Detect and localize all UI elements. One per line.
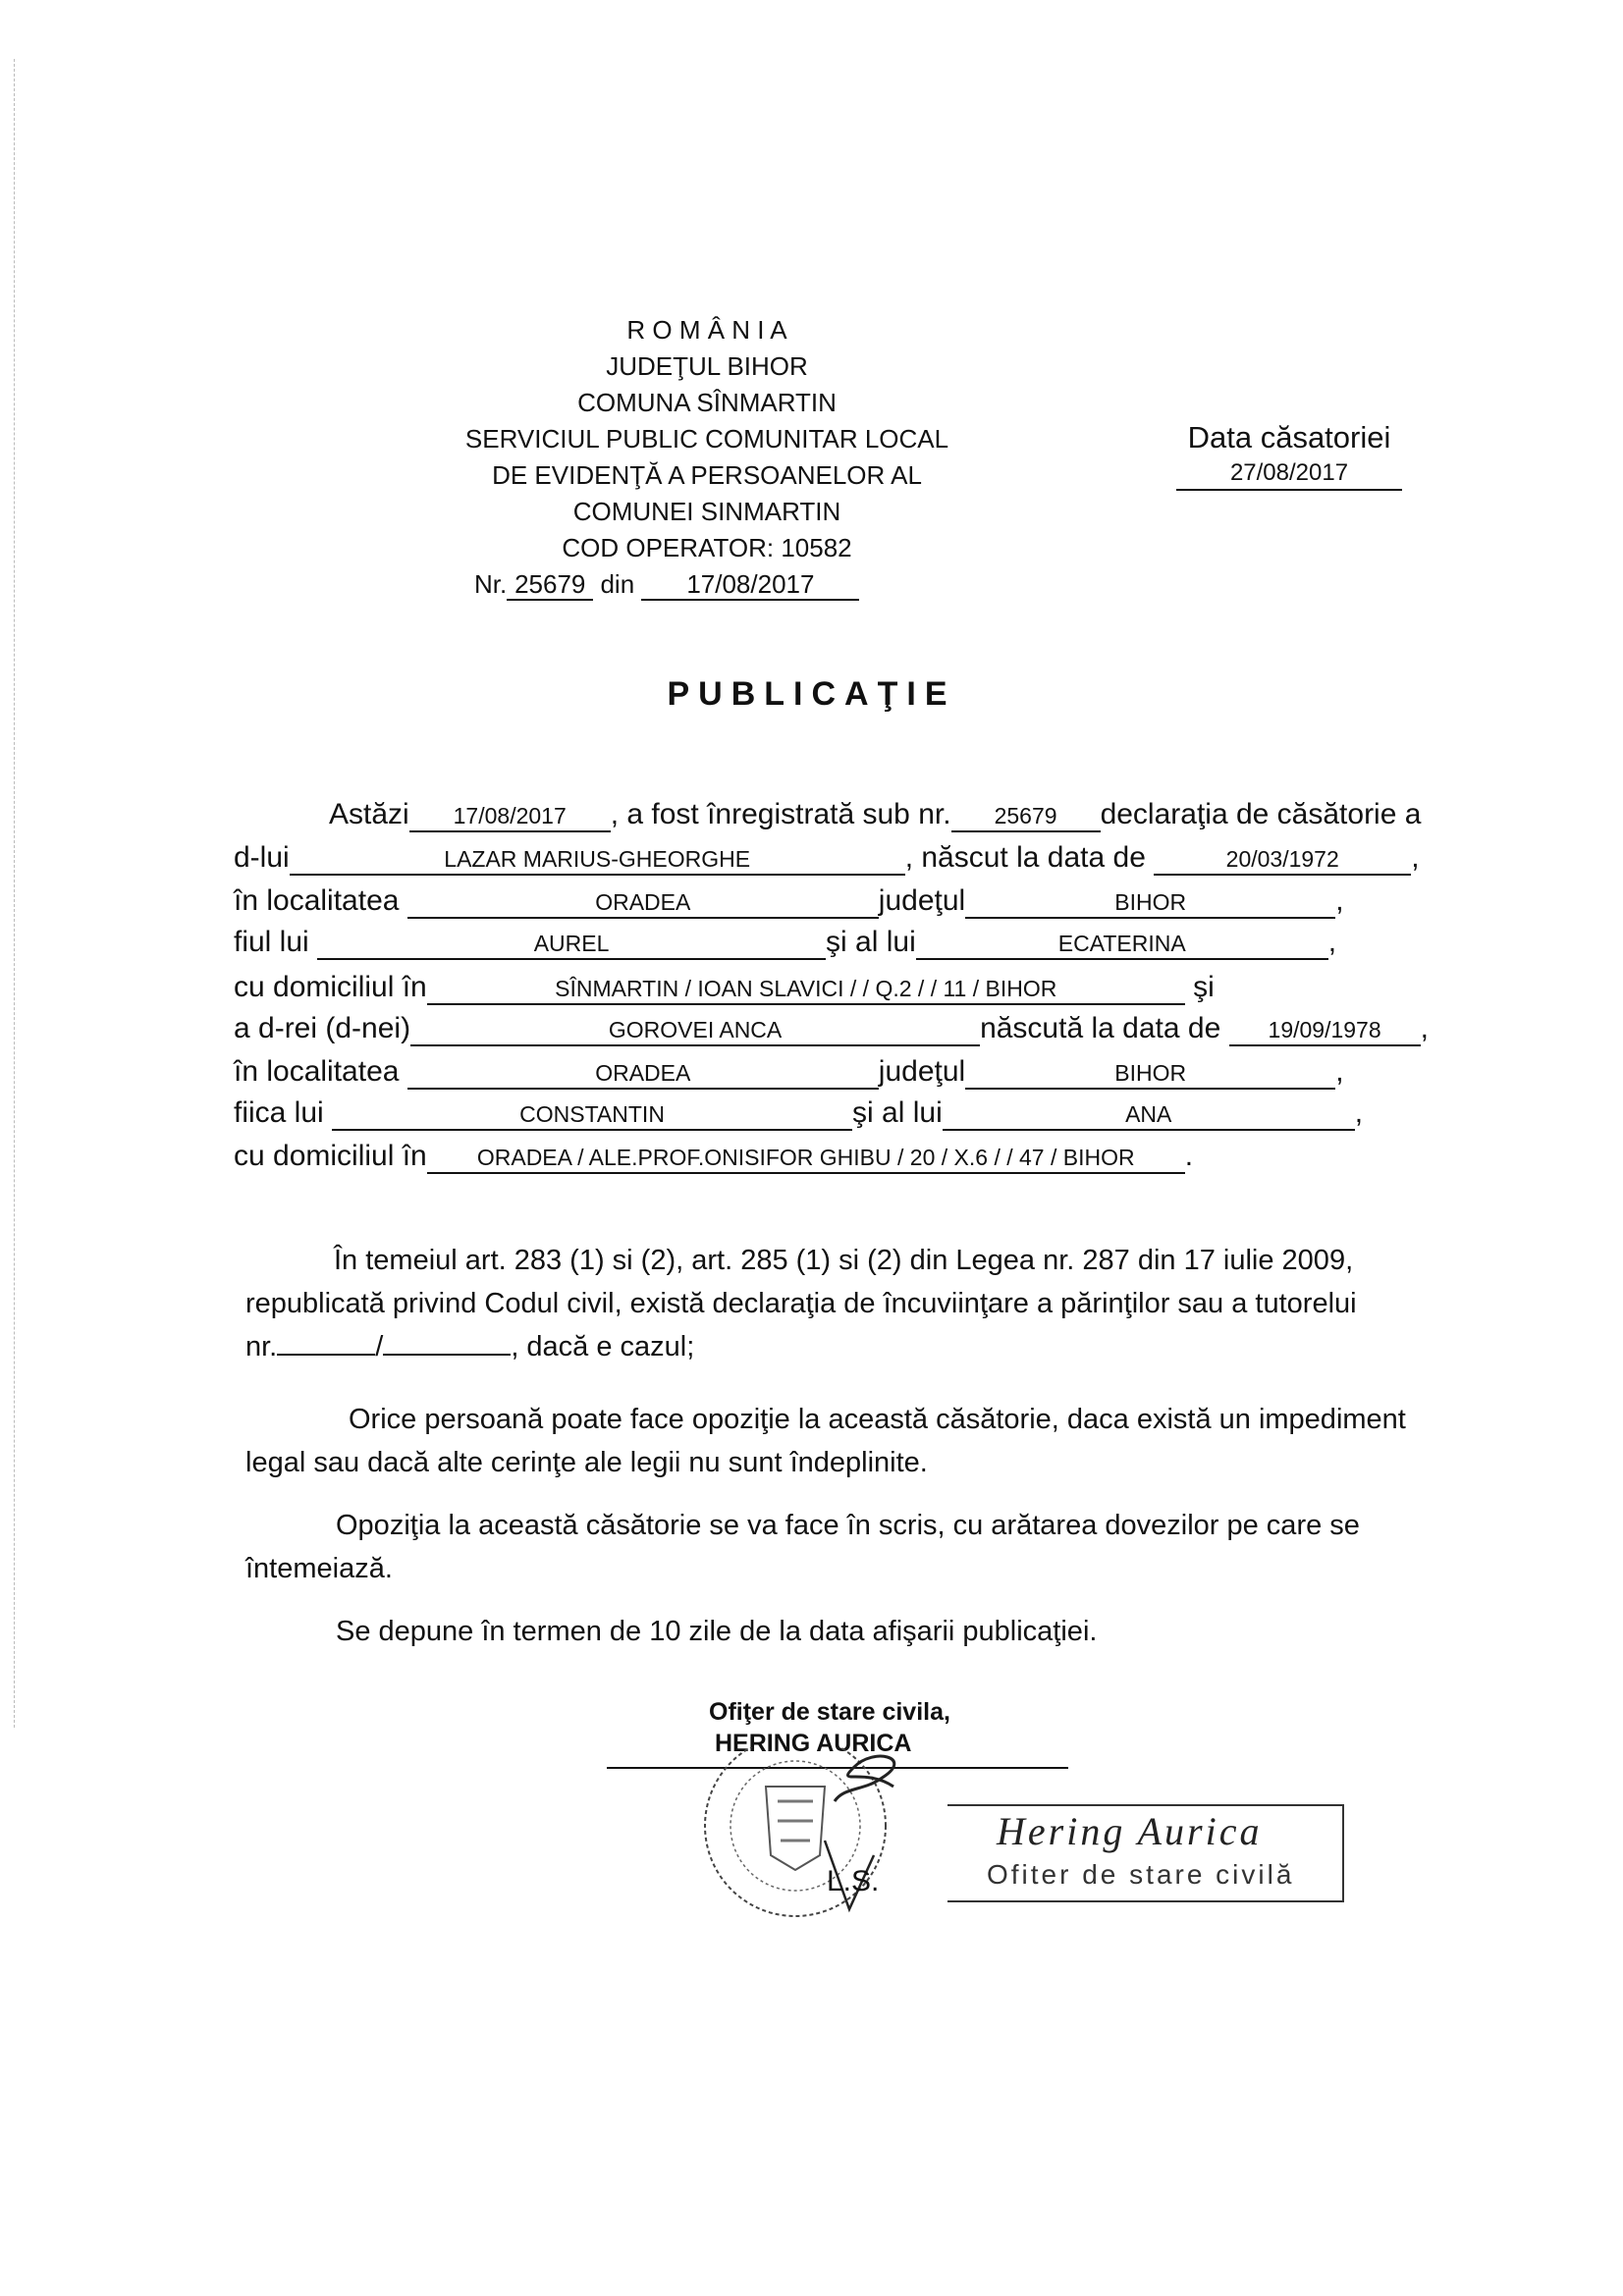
- bride-locality-value: ORADEA: [407, 1058, 879, 1090]
- declaration-label: declaraţia de căsătorie a: [1100, 798, 1422, 830]
- header-line: COMUNEI SINMARTIN: [572, 497, 841, 526]
- nr-value: 25679: [507, 569, 593, 601]
- form-row-bride-parents: [234, 1095, 1363, 1131]
- county-label: judeţul: [878, 884, 966, 917]
- groom-birth-value: 20/03/1972: [1154, 844, 1411, 876]
- consent-nr-label: nr.: [245, 1331, 278, 1362]
- bride-address-value: ORADEA / ALE.PROF.ONISIFOR GHIBU / 20 / X.6 / / 47 / BIHOR: [427, 1143, 1185, 1174]
- groom-father-value: AUREL: [317, 929, 826, 960]
- groom-address-value: SÎNMARTIN / IOAN SLAVICI / / Q.2 / / 11 / BIHOR: [427, 974, 1185, 1005]
- and-label: şi: [1193, 971, 1215, 1003]
- astazi-label: Astăzi: [329, 798, 409, 830]
- stamp-name: Hering Aurica: [997, 1809, 1263, 1853]
- groom-mother-value: ECATERINA: [916, 929, 1328, 960]
- consent-end-text: , dacă e cazul;: [511, 1331, 695, 1362]
- page-margin-rule: [14, 59, 16, 1728]
- born-female-label: născută la data de: [980, 1012, 1221, 1044]
- opposition-line-2: legal sau dacă alte cerinţe ale legii nu sunt îndeplinite.: [245, 1447, 928, 1478]
- din-value: 17/08/2017: [641, 569, 859, 601]
- and-of-label: şi al lui: [852, 1096, 943, 1129]
- header-line: DE EVIDENŢĂ A PERSOANELOR AL: [492, 460, 922, 490]
- header-line: R O M Â N I A: [626, 315, 787, 345]
- header-line: COMUNA SÎNMARTIN: [577, 388, 837, 417]
- comma: ,: [1420, 1012, 1429, 1044]
- comma: ,: [1327, 926, 1337, 958]
- bride-prefix-label: a d-rei (d-nei): [234, 1012, 411, 1044]
- comma: ,: [1411, 841, 1420, 874]
- opposition-form-line-2: întemeiază.: [245, 1553, 393, 1584]
- bride-mother-value: ANA: [943, 1099, 1355, 1131]
- comma: ,: [1354, 1096, 1364, 1129]
- bride-county-value: BIHOR: [965, 1058, 1335, 1090]
- officer-name: HERING AURICA: [715, 1730, 912, 1757]
- consent-nr-blank: [277, 1354, 375, 1356]
- nr-label: Nr.: [474, 569, 508, 599]
- marriage-date-value: 27/08/2017: [1176, 459, 1402, 491]
- locality-label: în localitatea: [234, 884, 400, 917]
- form-row-groom-address: [234, 970, 1215, 1005]
- stamp-role: Ofiter de stare civilă: [987, 1859, 1295, 1890]
- form-row-registration: [329, 797, 1421, 832]
- officer-title: Ofiţer de stare civila,: [709, 1698, 950, 1726]
- registered-label: , a fost înregistrată sub nr.: [610, 798, 951, 830]
- form-row-groom: [234, 840, 1420, 876]
- bride-name-value: GOROVEI ANCA: [410, 1015, 980, 1046]
- legal-basis-line-1: În temeiul art. 283 (1) si (2), art. 285 (1) si (2) din Legea nr. 287 din 17 iulie 2009,: [334, 1245, 1354, 1276]
- astazi-date-value: 17/08/2017: [409, 801, 611, 832]
- daughter-of-label: fiica lui: [234, 1096, 324, 1129]
- legal-basis-line-3: [245, 1325, 694, 1368]
- header-line: SERVICIUL PUBLIC COMUNITAR LOCAL: [464, 424, 949, 454]
- groom-county-value: BIHOR: [965, 887, 1335, 919]
- and-of-label: şi al lui: [826, 926, 916, 958]
- dlui-label: d-lui: [234, 841, 290, 874]
- born-label: , născut la data de: [904, 841, 1146, 874]
- groom-locality-value: ORADEA: [407, 887, 879, 919]
- groom-name-value: LAZAR MARIUS-GHEORGHE: [290, 844, 905, 876]
- officer-name-stamp: [947, 1804, 1344, 1902]
- opposition-form-line-1: Opoziţia la această căsătorie se va face în scris, cu arătarea dovezilor pe care se: [336, 1510, 1360, 1541]
- page-title: PUBLICAŢIE: [667, 675, 956, 713]
- form-row-bride: [234, 1011, 1429, 1046]
- consent-date-blank: [383, 1354, 511, 1356]
- opposition-line-1: Orice persoană poate face opoziţie la această căsătorie, daca există un impediment: [349, 1404, 1406, 1435]
- marriage-date-box: [1176, 420, 1402, 491]
- institution-header: [393, 312, 1021, 566]
- deadline-line: Se depune în termen de 10 zile de la data afişarii publicaţiei.: [336, 1616, 1098, 1647]
- comma: ,: [1335, 884, 1344, 917]
- header-line: COD OPERATOR: 10582: [562, 533, 852, 562]
- bride-birth-value: 19/09/1978: [1229, 1015, 1421, 1046]
- son-of-label: fiul lui: [234, 926, 309, 958]
- form-row-groom-locality: [234, 883, 1344, 919]
- registration-number-line: [474, 569, 859, 601]
- locality-label: în localitatea: [234, 1055, 400, 1088]
- domicile-label: cu domiciliul în: [234, 1140, 427, 1172]
- form-row-groom-parents: [234, 925, 1336, 960]
- header-line: JUDEŢUL BIHOR: [606, 351, 808, 381]
- din-label: din: [600, 569, 635, 599]
- consent-slash: /: [375, 1331, 384, 1362]
- bride-father-value: CONSTANTIN: [332, 1099, 852, 1131]
- declaration-number-value: 25679: [951, 801, 1101, 832]
- ls-mark: L.S.: [827, 1865, 880, 1897]
- domicile-label: cu domiciliul în: [234, 971, 427, 1003]
- marriage-date-label: Data căsatoriei: [1187, 420, 1391, 454]
- comma: ,: [1335, 1055, 1344, 1088]
- form-row-bride-locality: [234, 1054, 1344, 1090]
- round-seal-icon: [687, 1747, 923, 1934]
- period: .: [1184, 1140, 1194, 1172]
- county-label: judeţul: [878, 1055, 966, 1088]
- form-row-bride-address: [234, 1139, 1193, 1174]
- legal-basis-line-2: republicată privind Codul civil, există declaraţia de încuviinţare a părinţilor sau a tutorelui: [245, 1288, 1357, 1319]
